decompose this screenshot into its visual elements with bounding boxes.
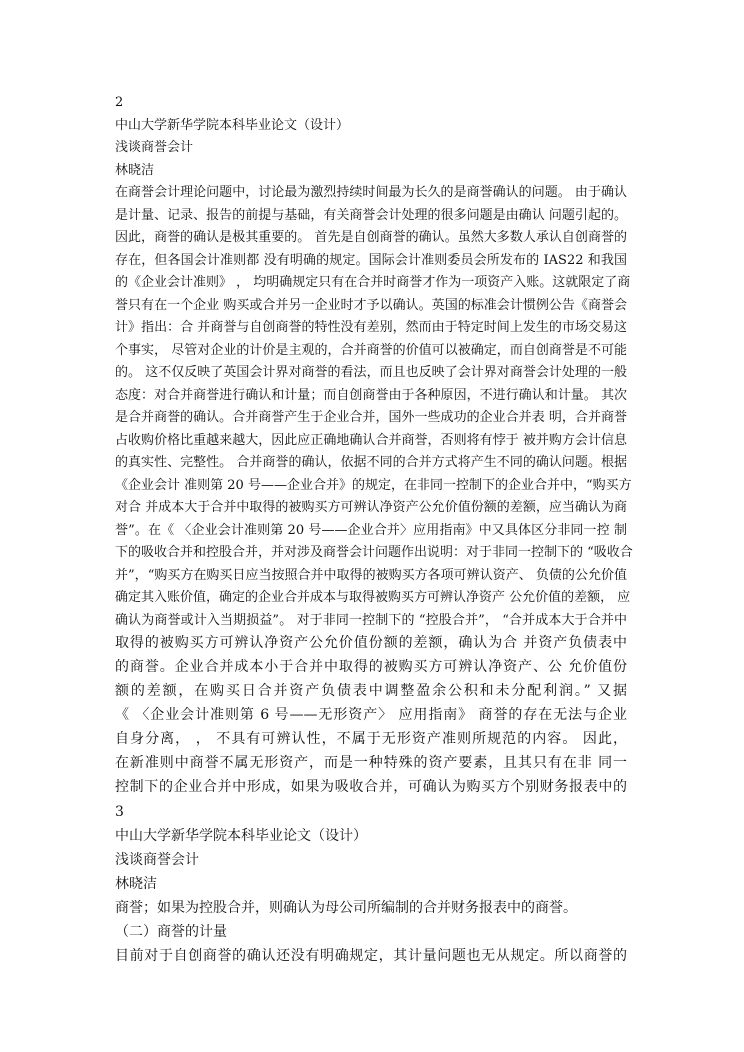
page-number: 3 [115, 804, 124, 820]
body-line: 取得的被购买方可辨认净资产公允价值份额的差额，确认为合 并资产负债表中 [115, 635, 627, 651]
body-line: 存在，但各国会计准则都 没有明确的规定。国际会计准则委员会所发布的 IAS22 和我国 [115, 253, 627, 268]
header-university: 中山大学新华学院本科毕业论文（设计） [115, 828, 367, 844]
header-author: 林晓洁 [115, 163, 155, 178]
body-line: 誉只有在一个企业 购买或合并另一企业时才予以确认。英国的标准会计惯例公告《商誉会 [115, 298, 627, 313]
body-line: 确定其入账价值，确定的企业合并成本与取得被购买方可辨认净资产 公允价值的差额， 应 [115, 590, 631, 605]
body-line: 在新准则中商誉不属无形资产，而是一种特殊的资产要素，且其只有在非 同一 [115, 755, 627, 771]
body-line: 《 〈企业会计准则第 6 号——无形资产〉 应用指南》 商誉的存在无法与企业 [115, 707, 627, 723]
body-line: 商誉；如果为控股合并，则确认为母公司所编制的合并财务报表中的商誉。 [115, 900, 577, 916]
body-line: 自身分离， ， 不具有可辨认性，不属于无形资产准则所规范的内容。 因此， [115, 731, 627, 747]
header-author: 林晓洁 [115, 876, 157, 892]
body-line: 并”，“购买方在购买日应当按照合并中取得的被购买方各项可辨认资产、 负债的公允价值 [115, 568, 627, 583]
body-line: 计》指出：合 并商誉与自创商誉的特性没有差别，然而由于特定时间上发生的市场交易这 [115, 320, 627, 335]
body-line: 额的差额，在购买日合并资产负债表中调整盈余公积和未分配利润。” 又据 [115, 683, 627, 699]
body-line: 誉”。在《 〈企业会计准则第 20 号——企业合并〉应用指南》中又具体区分非同一控 制 [115, 523, 627, 538]
body-line: 的。 这不仅反映了英国会计界对商誉的看法，而且也反映了会计界对商誉会计处理的一般 [115, 365, 627, 380]
body-line: 的真实性、完整性。 合并商誉的确认，依据不同的合并方式将产生不同的确认问题。根据 [115, 455, 627, 470]
body-line: 控制下的企业合并中形成，如果为吸收合并，可确认为购买方个别财务报表中的 [115, 779, 627, 795]
body-line: 下的吸收合并和控股合并，并对涉及商誉会计问题作出说明：对于非同一控制下的 “吸收合 [115, 545, 633, 560]
body-line: 是计量、记录、报告的前提与基础，有关商誉会计处理的很多问题是由确认 问题引起的。 [115, 208, 627, 223]
body-line: 占收购价格比重越来越大，因此应正确地确认合并商誉，否则将有悖于 被并购方会计信息 [115, 433, 627, 448]
body-line: 是合并商誉的确认。合并商誉产生于企业合并，国外一些成功的企业合并表 明，合并商誉 [115, 410, 627, 425]
header-university: 中山大学新华学院本科毕业论文（设计） [115, 118, 350, 133]
page-number: 2 [115, 95, 124, 110]
body-line: 在商誉会计理论问题中，讨论最为激烈持续时间最为长久的是商誉确认的问题。 由于确认 [115, 185, 627, 200]
body-line: 因此，商誉的确认是极其重要的。 首先是自创商誉的确认。虽然大多数人承认自创商誉的 [115, 230, 627, 245]
body-line: 《企业会计 准则第 20 号——企业合并》的规定，在非同一控制下的企业合并中，“购买方 [115, 478, 632, 493]
body-line: 的《企业会计准则》 ， 均明确规定只有在合并时商誉才作为一项资产入账。这就限定了商 [115, 275, 631, 290]
header-title: 浅谈商誉会计 [115, 852, 199, 868]
body-line: 确认为商誉或计入当期损益”。 对于非同一控制下的 “控股合并”， “合并成本大于合并中 [115, 613, 627, 628]
header-title: 浅谈商誉会计 [115, 140, 194, 155]
body-line: 的商誉。企业合并成本小于合并中取得的被购买方可辨认净资产、公 允价值份 [115, 659, 627, 675]
section-heading: （二）商誉的计量 [115, 924, 227, 940]
body-line: 态度：对合并商誉进行确认和计量；而自创商誉由于各种原因，不进行确认和计量。 其次 [115, 388, 627, 403]
body-line: 对合 并成本大于合并中取得的被购买方可辨认净资产公允价值份额的差额，应当确认为商 [115, 500, 627, 515]
body-line: 个事实， 尽管对企业的计价是主观的，合并商誉的价值可以被确定，而自创商誉是不可能 [115, 343, 627, 358]
body-line: 目前对于自创商誉的确认还没有明确规定，其计量问题也无从规定。所以商誉的 [115, 948, 627, 964]
